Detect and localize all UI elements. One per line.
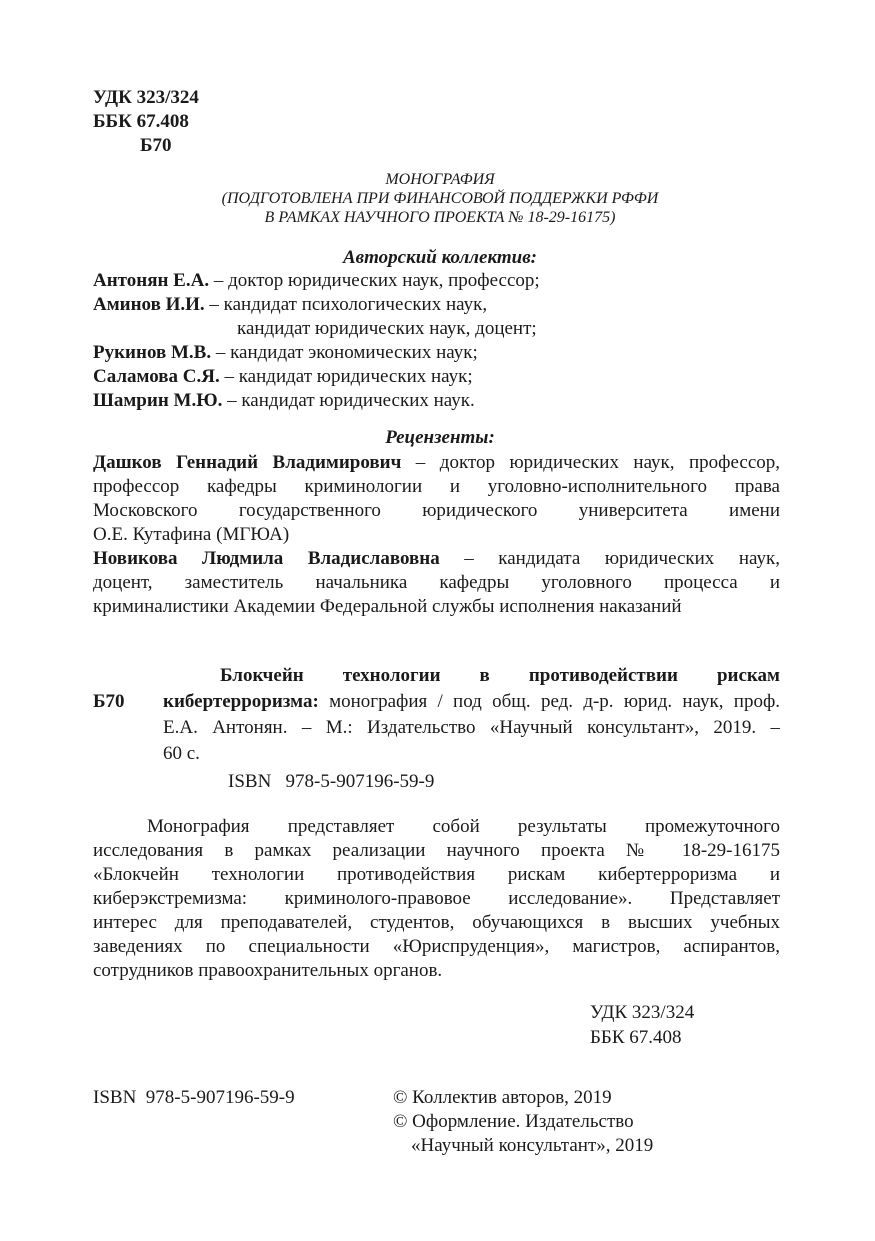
author-desc-cont: кандидат юридических наук, доцент; xyxy=(237,318,537,339)
bib-text: монография / под общ. ред. д-р. юрид. наук, проф. xyxy=(318,691,780,712)
bib-title-end: кибертерроризма: xyxy=(163,691,319,712)
author-item xyxy=(93,389,540,413)
reviewer-line xyxy=(93,451,780,475)
bbk-code: ББК 67.408 xyxy=(93,111,189,132)
abstract-line: сотрудников правоохранительных органов. xyxy=(93,960,443,981)
copyright-publisher: «Научный консультант», 2019 xyxy=(411,1135,654,1156)
author-desc: – кандидат юридических наук. xyxy=(222,390,475,411)
author-item xyxy=(93,365,540,389)
heading-line: МОНОГРАФИЯ xyxy=(385,171,495,188)
reviewer-line xyxy=(93,547,780,571)
udk-code: УДК 323/324 xyxy=(590,1002,695,1023)
bib-entry xyxy=(163,663,780,767)
author-name: Шамрин М.Ю. xyxy=(93,390,223,411)
reviewer-line: криминалистики Академии Федеральной службы исполнения наказаний xyxy=(93,596,682,617)
authors-list xyxy=(93,269,540,413)
abstract-line: «Блокчейн технологии противодействия рискам кибертерроризма и xyxy=(93,864,780,885)
abstract-line: киберэкстремизма: криминолого-правовое исследование». Представляет xyxy=(93,888,780,909)
udk-block-top xyxy=(93,86,199,158)
heading-line: (ПОДГОТОВЛЕНА ПРИ ФИНАНСОВОЙ ПОДДЕРЖКИ РФФИ xyxy=(221,190,659,207)
reviewer-desc: – кандидата юридических наук, xyxy=(439,548,780,569)
bib-isbn: ISBN 978-5-907196-59-9 xyxy=(228,771,435,792)
reviewer-line: доцент, заместитель начальника кафедры уголовного процесса и xyxy=(93,572,780,593)
bib-line xyxy=(163,689,780,715)
author-name: Антонян Е.А. xyxy=(93,270,210,291)
author-desc: – кандидат юридических наук; xyxy=(219,366,473,387)
abstract-line: Монография представляет собой результаты промежуточного xyxy=(147,816,780,837)
authors-title: Авторский коллектив: xyxy=(342,247,538,268)
reviewer-name: Новикова Людмила Владиславовна xyxy=(93,548,440,569)
bbk-code: ББК 67.408 xyxy=(590,1027,682,1048)
author-desc: – доктор юридических наук, профессор; xyxy=(209,270,540,291)
copyright-design: © Оформление. Издательство xyxy=(393,1111,634,1132)
udk-code: УДК 323/324 xyxy=(93,87,199,108)
author-name: Рукинов М.В. xyxy=(93,342,212,363)
copyright-block xyxy=(393,1086,653,1158)
abstract-line: интерес для преподавателей, студентов, обучающихся в высших учебных xyxy=(93,912,780,933)
author-mark: Б70 xyxy=(140,135,172,156)
reviewers-title: Рецензенты: xyxy=(385,427,495,448)
reviewer-line: Московского государственного юридического университета имени xyxy=(93,500,780,521)
author-item xyxy=(93,341,540,365)
reviewer-name: Дашков Геннадий Владимирович xyxy=(93,452,402,473)
reviewer-desc: – доктор юридических наук, профессор, xyxy=(401,452,780,473)
bib-line: 60 с. xyxy=(163,743,200,764)
abstract-line: исследования в рамках реализации научного проекта № 18-29-16175 xyxy=(93,840,780,861)
author-name: Саламова С.Я. xyxy=(93,366,220,387)
author-name: Аминов И.И. xyxy=(93,294,205,315)
abstract-line: заведениях по специальности «Юриспруденция», магистров, аспирантов, xyxy=(93,936,780,957)
bib-author-mark: Б70 xyxy=(93,691,125,712)
author-desc: – кандидат экономических наук; xyxy=(211,342,478,363)
bib-line: Блокчейн технологии в противодействии рискам xyxy=(220,665,780,686)
abstract xyxy=(93,815,780,983)
reviewer-line: О.Е. Кутафина (МГЮА) xyxy=(93,524,290,545)
reviewers-list xyxy=(93,451,780,619)
author-item xyxy=(93,293,540,317)
reviewer-line: профессор кафедры криминологии и уголовно-исполнительного права xyxy=(93,476,780,497)
author-item xyxy=(93,269,540,293)
author-desc: – кандидат психологических наук, xyxy=(204,294,488,315)
footer-isbn: ISBN 978-5-907196-59-9 xyxy=(93,1087,295,1108)
monograph-heading xyxy=(90,170,790,227)
udk-block-bottom xyxy=(590,1001,694,1050)
heading-line: В РАМКАХ НАУЧНОГО ПРОЕКТА № 18-29-16175) xyxy=(264,209,616,226)
copyright-authors: © Коллектив авторов, 2019 xyxy=(393,1087,612,1108)
bib-line: Е.А. Антонян. – М.: Издательство «Научный консультант», 2019. – xyxy=(163,717,780,738)
